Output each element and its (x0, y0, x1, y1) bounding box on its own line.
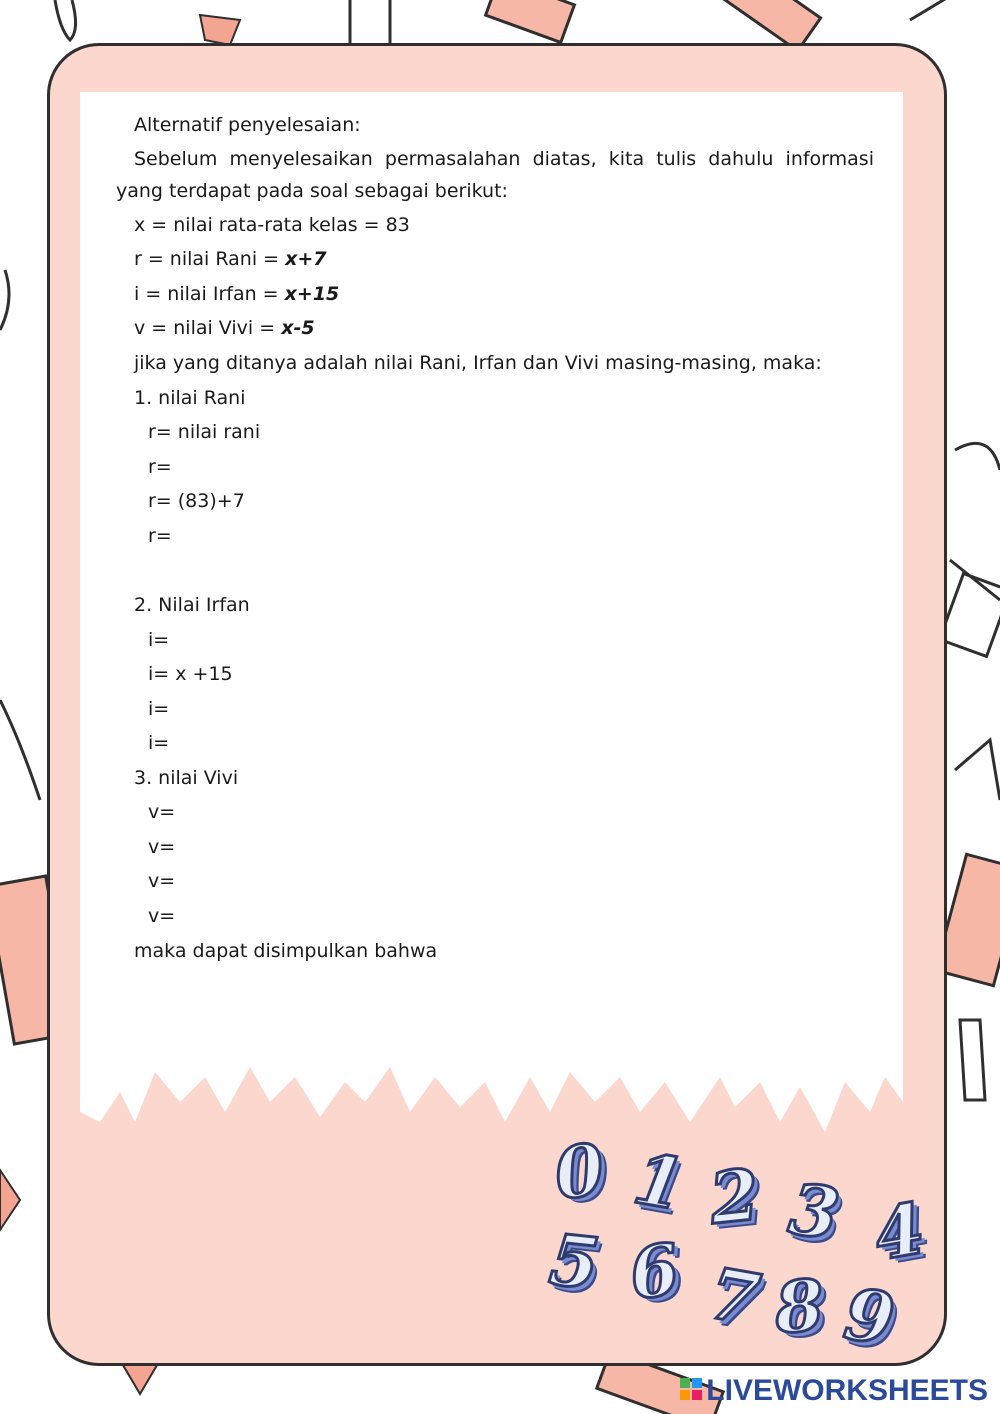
conclusion: maka dapat disimpulkan bahwa (134, 940, 438, 962)
digit-5: 5 (545, 1217, 603, 1306)
definition-r (134, 248, 327, 270)
definition-expr: x-5 (281, 317, 315, 339)
section-title: 1. nilai Rani (134, 387, 246, 409)
digit-1: 1 (628, 1136, 691, 1227)
definition-expr: x+15 (284, 283, 340, 305)
liveworksheets-logo-icon (680, 1378, 702, 1400)
question: jika yang ditanya adalah nilai Rani, Irfan dan Vivi masing-masing, maka: (134, 352, 822, 374)
digit-2: 2 (705, 1152, 763, 1241)
heading: Alternatif penyelesaian: (134, 114, 361, 136)
definition-label: i = nilai Irfan = (134, 283, 285, 305)
answer-line: r= nilai rani (148, 421, 261, 443)
definition-label: r = nilai Rani = (134, 248, 286, 270)
definition-label: v = nilai Vivi = (134, 317, 282, 339)
answer-line: i= x +15 (148, 663, 233, 685)
answer-line: v= (148, 905, 176, 927)
definition-v (134, 317, 315, 339)
answer-line: r= (148, 525, 172, 547)
digit-6: 6 (624, 1227, 685, 1316)
answer-line: i= (148, 629, 170, 651)
section-title: 3. nilai Vivi (134, 767, 239, 789)
answer-line: i= (148, 698, 170, 720)
brand-text: LIVEWORKSHEETS (706, 1374, 988, 1407)
intro-line-2: yang terdapat pada soal sebagai berikut: (116, 180, 508, 202)
decorative-numbers (540, 1127, 940, 1361)
section-title: 2. Nilai Irfan (134, 594, 250, 616)
definition-label: x = nilai rata-rata kelas = 83 (134, 214, 410, 236)
definition-expr: x+7 (285, 248, 327, 270)
definition-i (134, 283, 339, 305)
answer-line: r= (148, 456, 172, 478)
answer-line: v= (148, 801, 176, 823)
answer-line: v= (148, 870, 176, 892)
intro-line-1: Sebelum menyelesaikan permasalahan diatas, kita tulis dahulu informasi (134, 148, 874, 170)
digit-4: 4 (868, 1186, 931, 1277)
answer-line: r= (83)+7 (148, 490, 245, 512)
answer-line: v= (148, 836, 176, 858)
answer-line: i= (148, 732, 170, 754)
digit-7: 7 (703, 1251, 766, 1342)
digit-0: 0 (549, 1127, 610, 1216)
definition-x (134, 214, 410, 236)
digit-3: 3 (784, 1167, 845, 1256)
digit-9: 9 (839, 1272, 900, 1361)
liveworksheets-brand[interactable] (680, 1374, 988, 1408)
digit-8: 8 (772, 1263, 827, 1350)
